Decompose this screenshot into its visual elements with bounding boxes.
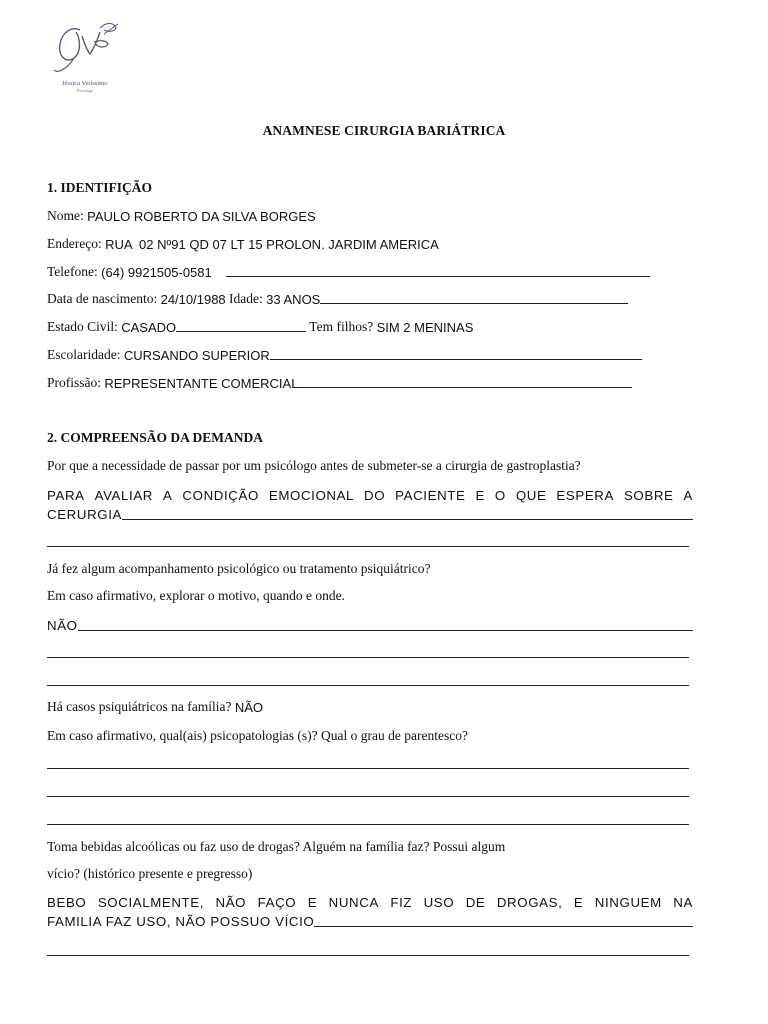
field-value: CASADO: [121, 320, 177, 335]
answer-word: NUNCA: [328, 895, 379, 910]
document-title: ANAMNESE CIRURGIA BARIÁTRICA: [262, 123, 506, 138]
answer-word: PARA: [47, 488, 85, 503]
section-2-heading: 2. COMPREENSÃO DA DEMANDA: [47, 430, 263, 445]
answer-text: CERURGIA: [47, 507, 122, 522]
logo: [44, 18, 128, 96]
answer-text: FAMILIA FAZ USO, NÃO POSSUO VÍCIO: [47, 914, 315, 929]
answer-word: A: [162, 488, 173, 503]
answer-word: SOBRE: [623, 488, 674, 503]
question-3-detail: Em caso afirmativo, qual(ais) psicopatologias (s)? Qual o grau de parentesco?: [47, 728, 468, 743]
blank-line: [270, 358, 642, 360]
answer-word: AVALIAR: [94, 488, 153, 503]
field-endereco: [47, 236, 439, 252]
field-value: 24/10/1988: [160, 292, 226, 307]
blank-line: [47, 824, 689, 825]
field-label: Estado Civil:: [47, 319, 122, 334]
blank-line: [320, 302, 628, 304]
field-escolaridade: [47, 347, 642, 363]
answer-word: EMOCIONAL: [268, 488, 355, 503]
field-label: Tem filhos?: [306, 319, 377, 334]
field-value: SIM 2 MENINAS: [376, 320, 474, 335]
answer-word: NINGUEM: [594, 895, 662, 910]
answer-line: [47, 893, 693, 912]
field-value: CURSANDO SUPERIOR: [123, 348, 270, 363]
question-2-detail: Em caso afirmativo, explorar o motivo, quando e onde.: [47, 588, 346, 603]
section-1-heading: 1. IDENTIFIÇÃO: [47, 180, 153, 195]
answer-word: FAÇO: [257, 895, 297, 910]
answer-2: [47, 616, 693, 635]
field-value: REPRESENTANTE COMERCIAL: [104, 376, 299, 391]
field-value: RUA 02 Nº91 QD 07 LT 15 PROLON. JARDIM AMERICA: [105, 237, 439, 252]
answer-word: PACIENTE: [395, 488, 466, 503]
field-value: PAULO ROBERTO DA SILVA BORGES: [87, 209, 316, 224]
question-4: Toma bebidas alcoólicas ou faz uso de drogas? Alguém na família faz? Possui algum: [47, 839, 506, 854]
question-1: Por que a necessidade de passar por um psicólogo antes de submeter-se a cirurgia de gastroplastia?: [47, 458, 581, 473]
field-estado-civil: [47, 319, 473, 335]
blank-line: [78, 629, 693, 631]
blank-line: [47, 768, 689, 769]
answer-line: [47, 912, 693, 931]
answer-word: E: [307, 895, 318, 910]
answer-text: NÃO: [234, 700, 263, 715]
field-label: Escolaridade:: [47, 347, 124, 362]
answer-word: DO: [364, 488, 386, 503]
answer-word: E: [475, 488, 485, 503]
question-text: Há casos psiquiátricos na família?: [47, 699, 235, 714]
answer-word: E: [573, 895, 584, 910]
answer-line: [47, 486, 693, 505]
answer-word: A: [683, 488, 693, 503]
field-nascimento: [47, 291, 628, 307]
blank-line: [47, 955, 689, 956]
answer-word: CONDIÇÃO: [182, 488, 259, 503]
answer-word: SOCIALMENTE,: [97, 895, 205, 910]
logo-subtitle: Psicóloga: [77, 88, 93, 93]
blank-line: [176, 330, 306, 332]
field-label: Telefone:: [47, 264, 102, 279]
blank-line: [47, 796, 689, 797]
answer-word: ESPERA: [556, 488, 614, 503]
signature-logo-icon: [50, 18, 122, 78]
blank-line: [226, 275, 650, 277]
answer-word: QUE: [515, 488, 547, 503]
field-value: 33 ANOS: [266, 292, 321, 307]
question-3: [47, 699, 263, 715]
field-profissao: [47, 375, 632, 391]
field-label: Idade:: [225, 291, 267, 306]
answer-1: [47, 486, 693, 524]
blank-line: [47, 546, 689, 547]
answer-word: NA: [673, 895, 693, 910]
field-telefone: [47, 264, 650, 280]
field-label: Profissão:: [47, 375, 105, 390]
answer-word: BEBO: [47, 895, 87, 910]
field-value: (64) 9921505-0581: [101, 265, 212, 280]
field-label: Endereço:: [47, 236, 106, 251]
question-4-detail: vício? (histórico presente e pregresso): [47, 866, 253, 881]
blank-line: [314, 925, 693, 927]
answer-word: O: [494, 488, 506, 503]
answer-text: NÃO: [47, 618, 78, 633]
blank-line: [47, 657, 689, 658]
question-2: Já fez algum acompanhamento psicológico ou tratamento psiquiátrico?: [47, 561, 431, 576]
field-nome: [47, 208, 316, 224]
answer-line: [47, 505, 693, 524]
answer-4: [47, 893, 693, 931]
logo-name: Jéssica Veríssimo: [62, 80, 108, 87]
answer-word: NÃO: [215, 895, 247, 910]
answer-word: USO: [423, 895, 455, 910]
blank-line: [298, 386, 632, 388]
answer-word: DROGAS,: [496, 895, 563, 910]
blank-line: [122, 518, 693, 520]
field-label: Nome:: [47, 208, 88, 223]
answer-word: DE: [465, 895, 486, 910]
answer-line: [47, 616, 693, 635]
field-label: Data de nascimento:: [47, 291, 161, 306]
answer-word: FIZ: [390, 895, 413, 910]
blank-line: [47, 685, 689, 686]
